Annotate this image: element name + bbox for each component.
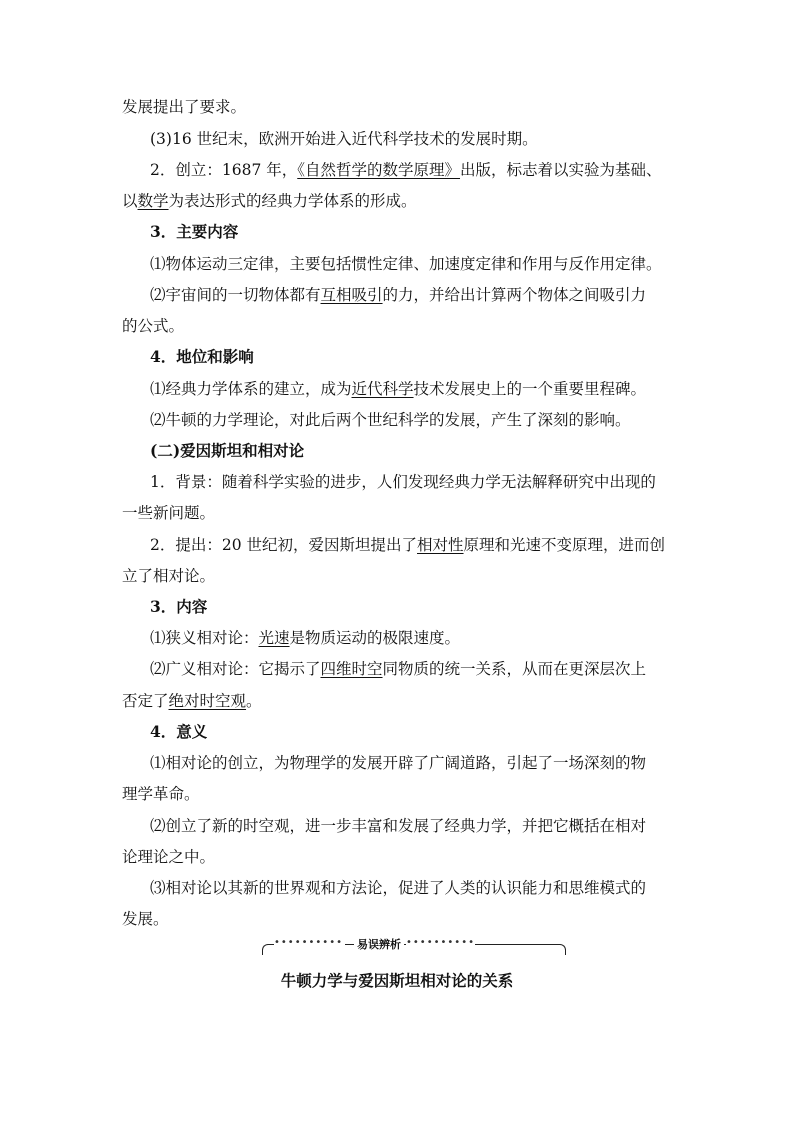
text-segment: 否定了 — [122, 692, 169, 710]
text-line: ⑵牛顿的力学理论，对此后两个世纪科学的发展，产生了深刻的影响。 — [150, 411, 631, 429]
text-line: ⑶相对论以其新的世界观和方法论，促进了人类的认识能力和思维模式的 — [150, 879, 647, 897]
divider-label: 易误辨析 — [354, 936, 404, 952]
text-line: 的公式。 — [122, 317, 185, 335]
underlined-term: 数学 — [137, 192, 169, 210]
text-line: ⑴物体运动三定律，主要包括惯性定律、加速度定律和作用与反作用定律。 — [150, 255, 662, 273]
text-segment: 以 — [122, 192, 138, 210]
text-line: 论理论之中。 — [122, 848, 216, 866]
text-line — [122, 191, 417, 211]
underlined-term: 绝对时空观 — [168, 692, 247, 710]
text-segment: ⑴经典力学体系的建立，成为 — [150, 380, 352, 398]
section-heading: (二)爱因斯坦和相对论 — [150, 441, 305, 460]
section-divider — [262, 937, 566, 958]
text-segment: 2．提出：20 世纪初，爱因斯坦提出了 — [150, 536, 418, 554]
text-line: 发展提出了要求。 — [122, 98, 247, 116]
text-line — [150, 628, 460, 648]
divider-right-cap — [559, 944, 566, 955]
underlined-term: 四维时空 — [320, 660, 383, 678]
underlined-term: 互相吸引 — [320, 286, 383, 304]
text-line — [150, 160, 662, 180]
text-line: 理学革命。 — [122, 785, 200, 803]
text-segment: 是物质运动的极限速度。 — [289, 629, 461, 647]
text-segment: 2．创立：1687 年， — [150, 161, 298, 179]
section-heading: 4．地位和影响 — [150, 347, 254, 366]
text-line: 1．背景：随着科学实验的进步，人们发现经典力学无法解释研究中出现的 — [150, 473, 656, 491]
section-heading: 3．内容 — [150, 597, 208, 616]
text-segment: 同物质的统一关系，从而在更深层次上 — [382, 660, 647, 678]
divider-left-cap — [262, 944, 269, 955]
text-segment: 为表达形式的经典力学体系的形成。 — [168, 192, 417, 210]
text-segment: 的力，并给出计算两个物体之间吸引力 — [382, 286, 647, 304]
text-segment: ⑵广义相对论：它揭示了 — [150, 660, 321, 678]
text-line: 一些新问题。 — [122, 504, 216, 522]
text-segment: ⑵宇宙间的一切物体都有 — [150, 286, 321, 304]
text-line — [150, 659, 646, 679]
underlined-term: 相对性 — [417, 536, 464, 554]
text-segment: 。 — [246, 692, 262, 710]
section-heading: 3．主要内容 — [150, 222, 239, 241]
text-segment: 出版，标志着以实验为基础、 — [460, 161, 662, 179]
text-segment: ⑴狭义相对论： — [150, 629, 259, 647]
text-line: ⑵创立了新的时空观，进一步丰富和发展了经典力学，并把它概括在相对 — [150, 817, 647, 835]
underlined-term: 《自然哲学的数学原理》 — [297, 161, 461, 179]
text-line: 立了相对论。 — [122, 567, 216, 585]
text-line — [150, 285, 646, 305]
divider-dots-right: •••••••••• — [406, 937, 475, 948]
text-line: 发展。 — [122, 910, 169, 928]
section-heading: 4．意义 — [150, 722, 208, 741]
text-line — [150, 379, 646, 399]
underlined-term: 近代科学 — [351, 380, 414, 398]
section-title: 牛顿力学与爱因斯坦相对论的关系 — [280, 971, 514, 990]
text-line: (3)16 世纪末，欧洲开始进入近代科学技术的发展时期。 — [150, 130, 538, 148]
underlined-term: 光速 — [258, 629, 290, 647]
divider-dots-left: •••••••••• — [274, 937, 343, 948]
text-line — [122, 691, 262, 711]
text-line — [150, 535, 665, 555]
text-segment: 技术发展史上的一个重要里程碑。 — [413, 380, 647, 398]
text-segment: 原理和光速不变原理，进而创 — [463, 536, 666, 554]
text-line: ⑴相对论的创立，为物理学的发展开辟了广阔道路，引起了一场深刻的物 — [150, 754, 647, 772]
